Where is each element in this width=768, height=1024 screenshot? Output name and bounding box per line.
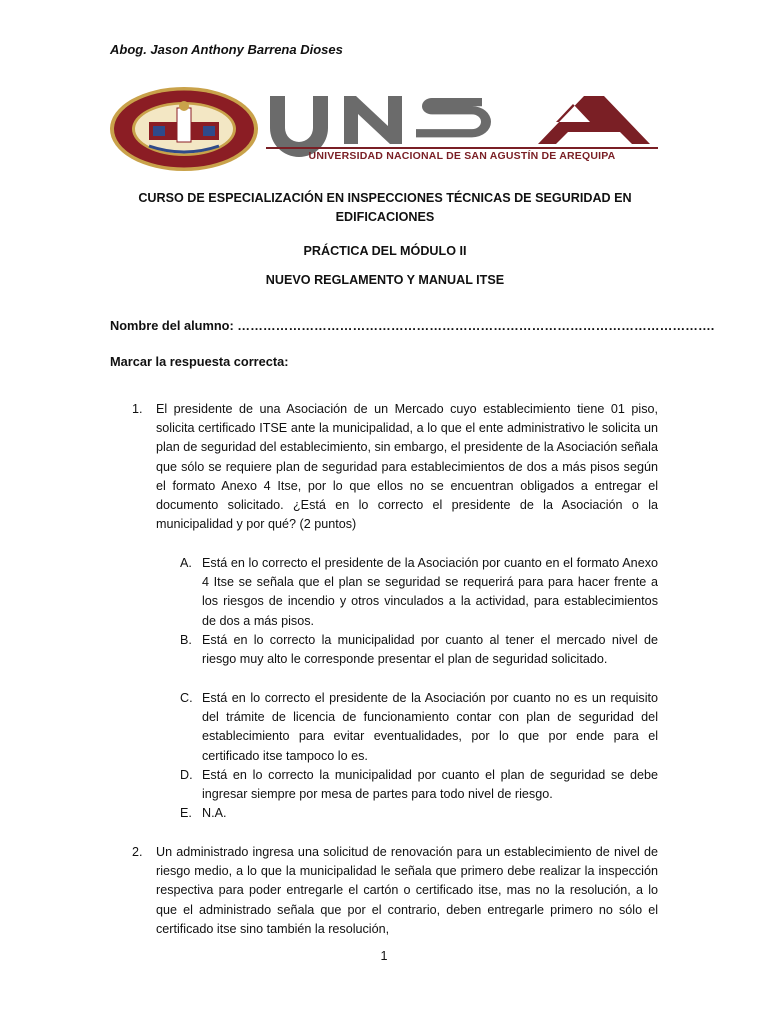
option-text: N.A. xyxy=(202,806,227,820)
option-letter: D. xyxy=(180,768,193,782)
topic-title: NUEVO REGLAMENTO Y MANUAL ITSE xyxy=(265,273,505,287)
question-text: Un administrado ingresa una solicitud de renovación para un establecimiento de nivel de riesgo medio, a lo que la municipalidad le señala que primero debe realizar la inspección respectiva para poder entregarle el cartón o certificado itse, mas no la resolución, a lo que el administrado señala que por el contrario, deben entregarle primero no sólo el certificado itse sino también la resolución, xyxy=(156,845,658,936)
option-text: Está en lo correcto la municipalidad por cuanto al tener el mercado nivel de riesgo muy alto le corresponde presentar el plan de seguridad solicitado. xyxy=(202,633,658,667)
option-letter: C. xyxy=(180,691,193,705)
question-text: El presidente de una Asociación de un Mercado cuyo establecimiento tiene 01 piso, solicita certificado ITSE ante la municipalidad, a lo que el ente administrativo le solicita un plan de seguridad del establecimiento, sin embargo, el presidente de la Asociación señala que sólo se requiere plan de seguridad para establecimientos de dos a más pisos según el formato Anexo 4 Itse, por lo que ellos no se encuentran obligados a entregar el documento solicitado. ¿Está en lo correcto el presidente de la Asociación o la municipalidad y por qué? (2 puntos) xyxy=(156,402,658,532)
question-number: 2. xyxy=(132,845,143,859)
question-number: 1. xyxy=(132,402,143,416)
option-text: Está en lo correcto el presidente de la Asociación por cuanto no es un requisito del trámite de licencia de funcionamiento contar con plan de seguridad del establecimiento para evitar eventualidades, por lo que por ende para el certificado itse tampoco lo es. xyxy=(202,691,658,763)
author-name: Abog. Jason Anthony Barrena Dioses xyxy=(110,42,343,57)
university-name-subtitle: UNIVERSIDAD NACIONAL DE SAN AGUSTÍN DE AREQUIPA xyxy=(308,150,616,162)
module-title: PRÁCTICA DEL MÓDULO II xyxy=(303,244,467,258)
option-letter: B. xyxy=(180,633,192,647)
instruction-text: Marcar la respuesta correcta: xyxy=(110,354,289,369)
option-text: Está en lo correcto la municipalidad por cuanto el plan de seguridad se debe ingresar siempre por mesa de partes para todo nivel de riesgo. xyxy=(202,768,658,802)
course-title: CURSO DE ESPECIALIZACIÓN EN INSPECCIONES TÉCNICAS DE SEGURIDAD EN EDIFICACIONES xyxy=(138,191,632,224)
option-text: Está en lo correcto el presidente de la Asociación por cuanto en el formato Anexo 4 Itse se señala que el plan se seguridad se requerirá para para hacer frente a los riesgos de incendio y otros vinculados a la actividad, para establecimientos de dos a más pisos. xyxy=(202,556,658,628)
page-number: 1 xyxy=(380,949,388,963)
university-seal-logo xyxy=(109,86,259,172)
option-letter: A. xyxy=(180,556,192,570)
student-name-field: Nombre del alumno: …………………………………………………………………………………………………. xyxy=(110,318,715,333)
option-letter: E. xyxy=(180,806,192,820)
